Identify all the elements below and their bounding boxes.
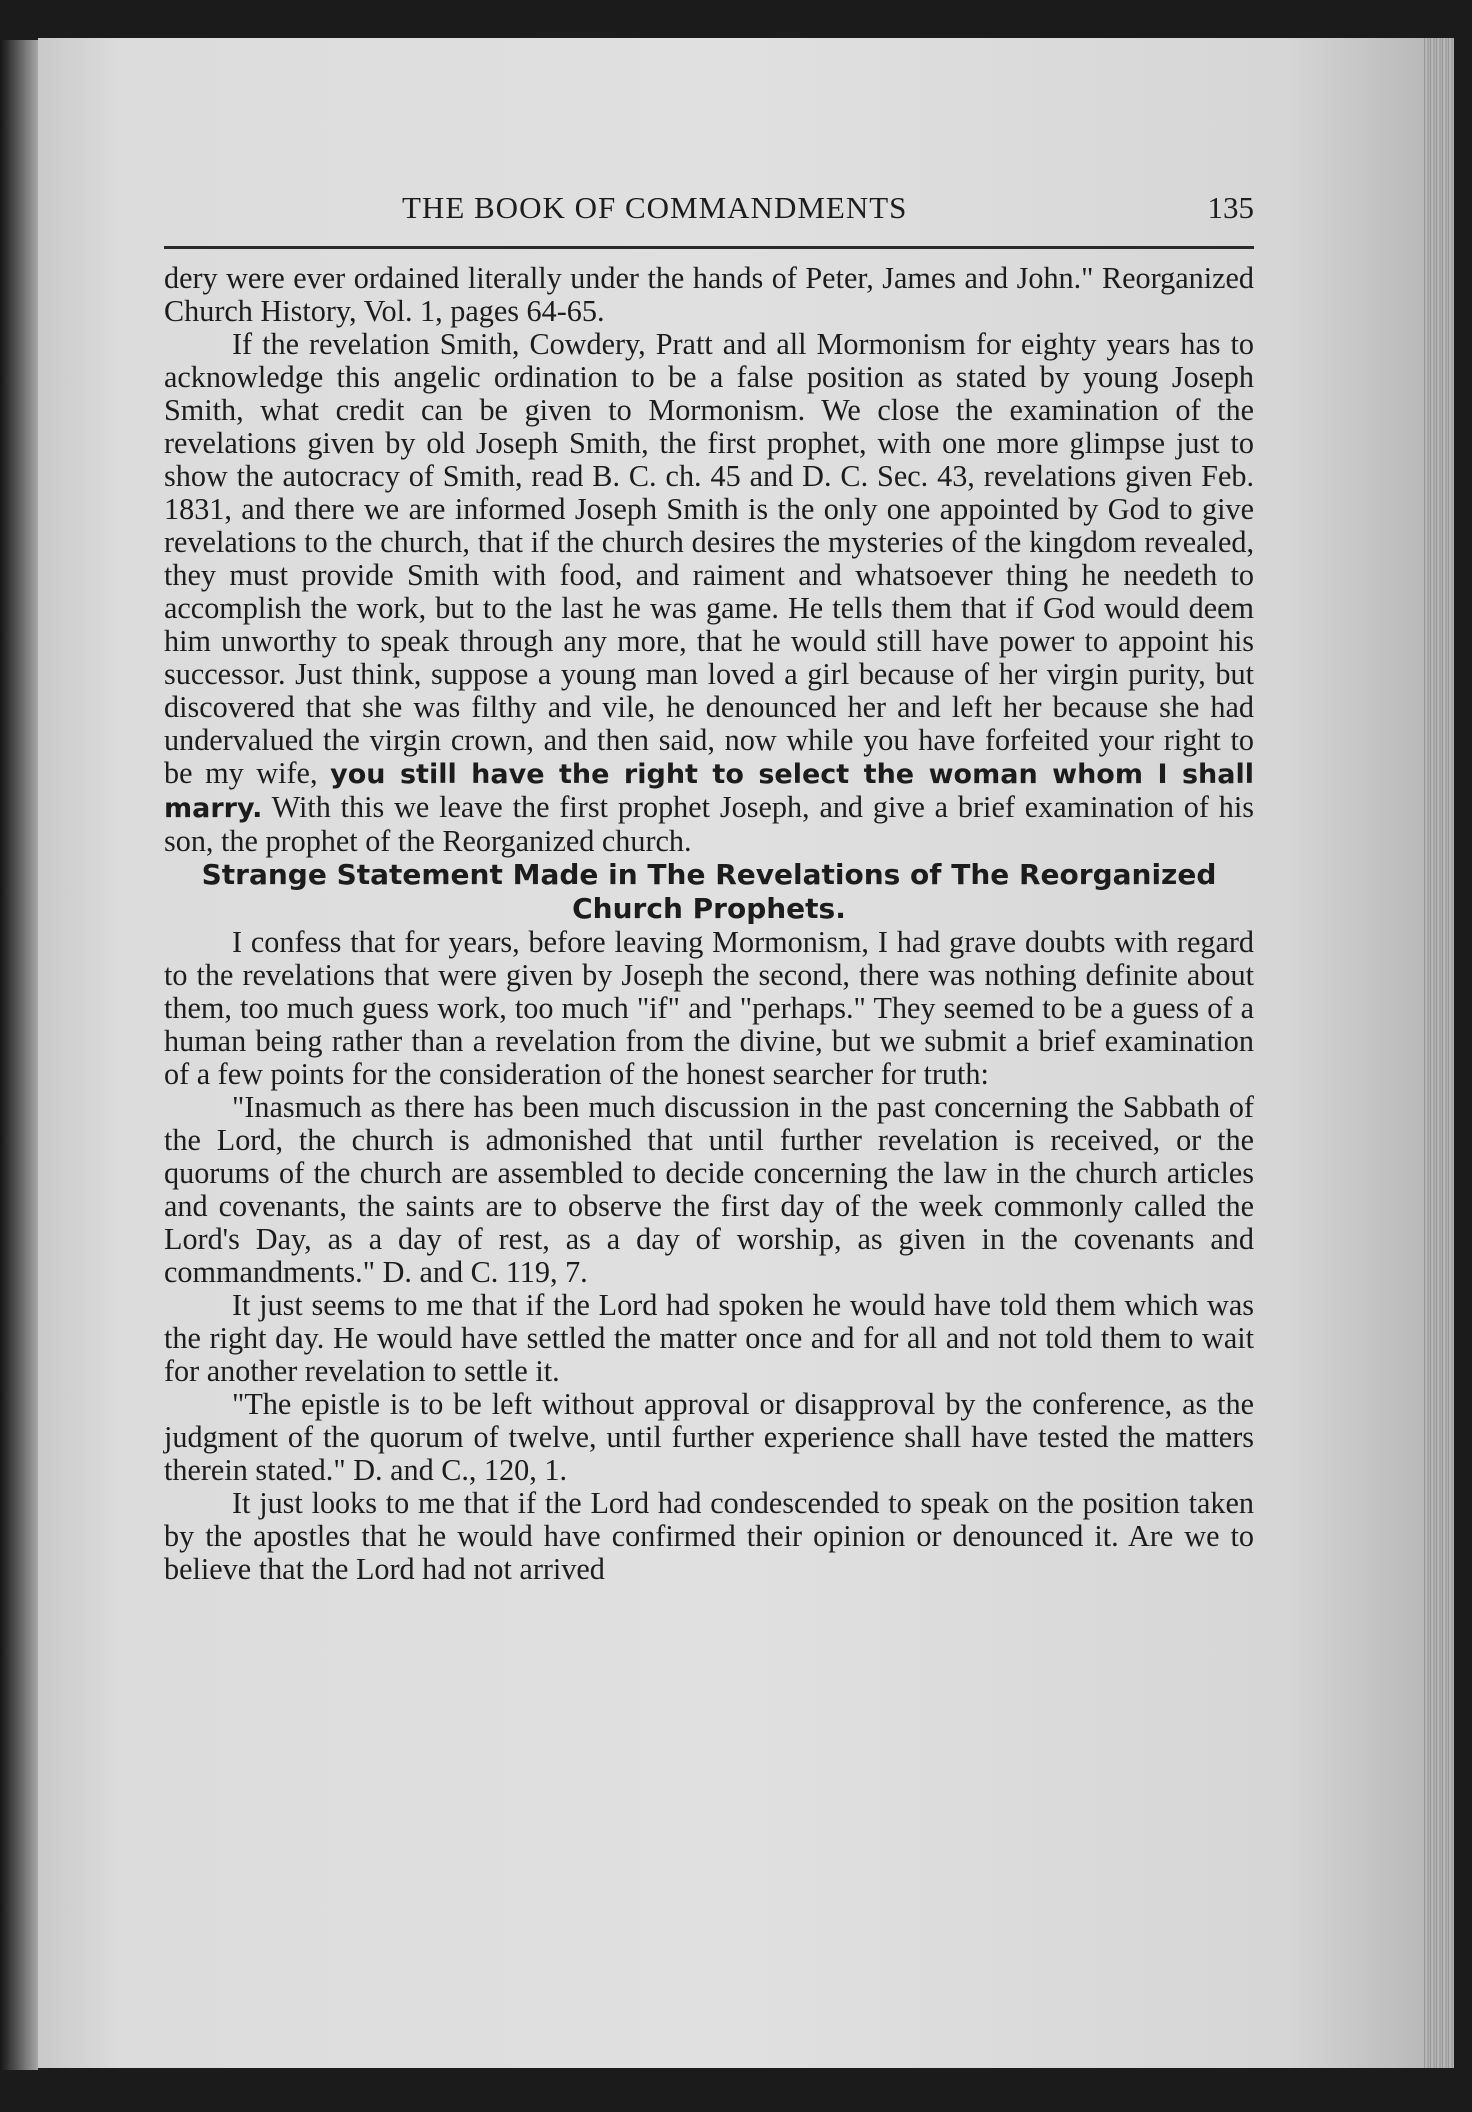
book-gutter [0,40,38,2070]
paragraph-commentary-sabbath: It just seems to me that if the Lord had spoken he would have told them which was the right day. He would have settled the matter once and for all and not told them to wait for another revelation to settle it. [164,1288,1254,1388]
page-header [164,190,1254,249]
paragraph-continuation: dery were ever ordained literally under the hands of Peter, James and John." Reorganized Church History, Vol. 1, pages 64-65. [164,261,1254,328]
page-edges [1424,38,1454,2068]
section-heading: Strange Statement Made in The Revelations of The Reorganized Church Prophets. [201,858,1217,925]
paragraph-confession: I confess that for years, before leaving Mormonism, I had grave doubts with regard to the revelations that were given by Joseph the second, there was nothing definite about them, too much guess work, too much "if" and "perhaps." They seemed to be a guess of a human being rather than a revelation from the divine, but we submit a brief examination of a few points for the consideration of the honest searcher for truth: [164,925,1254,1091]
running-title: THE BOOK OF COMMANDMENTS [402,190,908,225]
quote-epistle: "The epistle is to be left without approval or disapproval by the conference, as the judgment of the quorum of twelve, until further experience shall have tested the matters therein stated." D. and C., 120, 1. [164,1387,1254,1487]
quote-sabbath: "Inasmuch as there has been much discussion in the past concerning the Sabbath of the Lord, the church is admonished that until further revelation is received, or the quorums of the church are assembled to decide concerning the law in the church articles and covenants, the saints are to observe the first day of the week commonly called the Lord's Day, as a day of rest, as a day of worship, as given in the covenants and commandments." D. and C. 119, 7. [164,1090,1254,1289]
paragraph-revelation-smith [164,328,1254,858]
paragraph-text: If the revelation Smith, Cowdery, Pratt and all Mormonism for eighty years has to acknowledge this angelic ordination to be a false position as stated by young Joseph Smith, what credit can be given to Mormonism. We close the examination of the revelations given by old Joseph Smith, the first prophet, with one more glimpse just to show the autocracy of Smith, read B. C. ch. 45 and D. C. Sec. 43, revelations given Feb. 1831, and there we are informed Joseph Smith is the only one appointed by God to give revelations to the church, that if the church desires the mysteries of the kingdom revealed, they must provide Smith with food, and raiment and whatsoever thing he needeth to accomplish the work, but to the last he was game. He tells them that if God would deem him unworthy to speak through any more, that he would still have power to appoint his successor. Just think, suppose a young man loved a girl because of her virgin purity, but discovered that she was filthy and vile, he denounced her and left her because she had undervalued the virgin crown, and then said, now while you have forfeited your right to be my wife, [164,327,1254,790]
page-number: 135 [1207,190,1254,225]
paragraph-text-end: With this we leave the first prophet Joseph, and give a brief examination of his son, the prophet of the Reorganized church. [164,790,1254,858]
bold-emphasis: you still have the right to select the woman whom I shall marry. [164,759,1254,824]
page-body [164,262,1254,1586]
paragraph-commentary-apostles: It just looks to me that if the Lord had condescended to speak on the position taken by the apostles that he would have confirmed their opinion or denounced it. Are we to believe that the Lord had not arrived [164,1486,1254,1586]
